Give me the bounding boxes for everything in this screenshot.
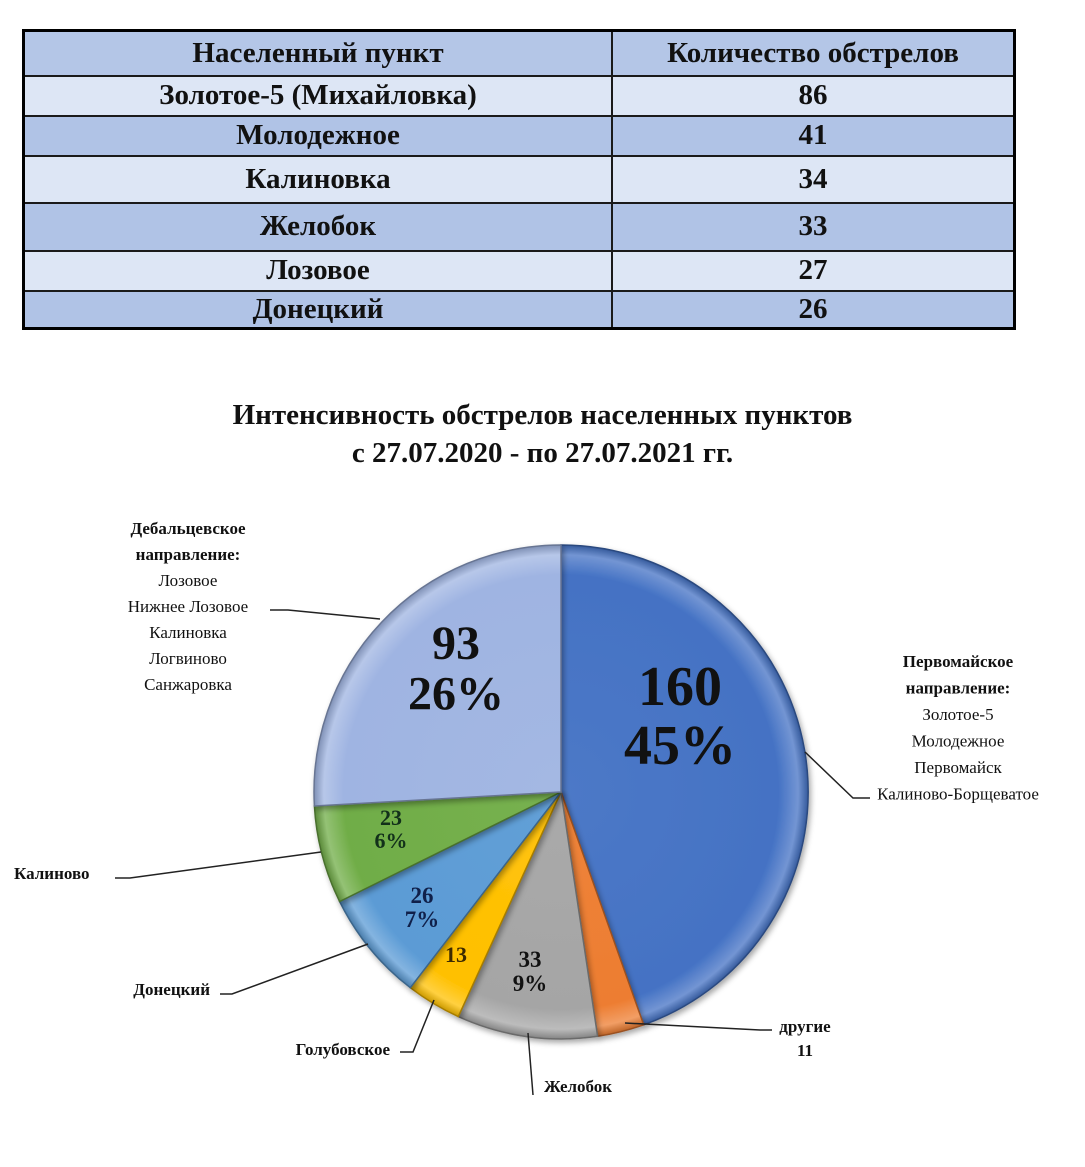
slice-value-label: 26 [410, 883, 434, 908]
slice-percent-label: 45% [624, 714, 736, 777]
category-label-title: Желобок [544, 1077, 613, 1096]
row-name: Молодежное [24, 116, 613, 156]
slice-percent-label: 9% [512, 971, 548, 997]
category-label-title: Калиново [14, 864, 90, 883]
slice-value-label: 23 [380, 805, 402, 830]
row-count: 41 [612, 116, 1015, 156]
category-label-title: направление: [905, 678, 1011, 698]
row-name: Донецкий [24, 291, 613, 329]
slice-value-label: 33 [518, 947, 542, 972]
row-count: 86 [612, 76, 1015, 116]
category-label-line: Лозовое [158, 571, 218, 590]
category-label-line: Первомайск [914, 758, 1002, 777]
leader-line [805, 752, 870, 798]
row-count: 27 [612, 251, 1015, 291]
category-label-line: Калиновка [149, 623, 227, 642]
row-name: Лозовое [24, 251, 613, 291]
category-label-title: Первомайское [902, 652, 1014, 671]
slice-value-label: 93 [432, 617, 480, 670]
slice-value-label: 13 [445, 942, 467, 967]
leader-line [115, 852, 321, 878]
category-label-title: направление: [135, 545, 241, 564]
slice-percent-label: 7% [404, 907, 440, 933]
slice-value-label: 160 [638, 656, 722, 718]
row-name: Калиновка [24, 156, 613, 203]
slice-percent-label: 26% [408, 667, 504, 721]
category-label-line: Золотое-5 [922, 705, 994, 724]
category-label-line: Нижнее Лозовое [127, 597, 249, 616]
category-label-line: Молодежное [911, 731, 1005, 751]
header-count: Количество обстрелов [612, 31, 1015, 76]
row-name: Золотое-5 (Михайловка) [24, 76, 613, 116]
category-label-title: Дебальцевское [130, 519, 246, 538]
leader-line [528, 1033, 533, 1095]
row-count: 34 [612, 156, 1015, 203]
chart-title: Интенсивность обстрелов населенных пунктов [232, 399, 853, 431]
category-label-title: другие [779, 1017, 831, 1036]
leader-line [625, 1023, 772, 1030]
row-count: 33 [612, 203, 1015, 251]
category-label-line: 11 [796, 1041, 814, 1060]
category-label-line: Калиново-Борщеватое [877, 784, 1039, 804]
row-count: 26 [612, 291, 1015, 329]
chart-subtitle: с 27.07.2020 - по 27.07.2021 гг. [351, 437, 734, 469]
header-settlement: Населенный пункт [24, 31, 613, 76]
category-label-title: Донецкий [133, 980, 210, 999]
slice-percent-label: 6% [374, 828, 408, 854]
leader-line [220, 944, 368, 994]
leader-line [270, 610, 380, 619]
category-label-line: Логвиново [149, 649, 227, 668]
leader-line [400, 1000, 434, 1052]
category-label-line: Санжаровка [144, 675, 232, 694]
category-label-title: Голубовское [295, 1040, 390, 1059]
row-name: Желобок [24, 203, 613, 251]
